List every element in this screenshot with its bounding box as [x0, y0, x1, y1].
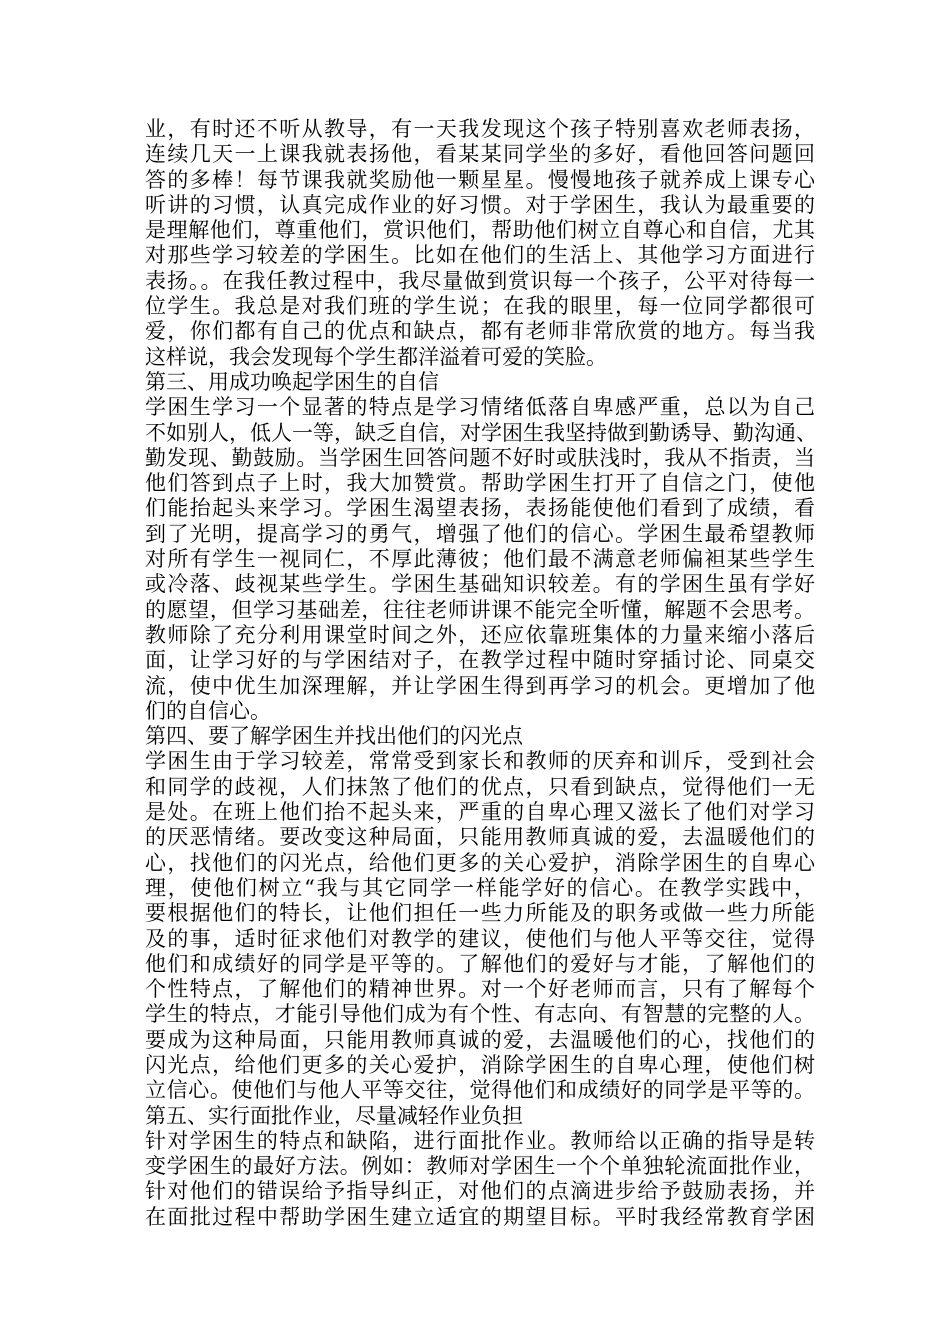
text-line: 他们答到点子上时，我大加赞赏。帮助学困生打开了自信之门，使他: [145, 471, 815, 496]
text-line: 要成为这种局面，只能用教师真诚的爱，去温暖他们的心，找他们的: [145, 1027, 815, 1052]
text-line: 是理解他们，尊重他们，赏识他们，帮助他们树立自尊心和自信，尤其: [145, 218, 815, 243]
text-line: 到了光明，提高学习的勇气，增强了他们的信心。学困生最希望教师: [145, 521, 815, 546]
text-line: 业，有时还不听从教导，有一天我发现这个孩子特别喜欢老师表扬，: [145, 117, 815, 141]
text-line: 不如别人，低人一等，缺乏自信，对学困生我坚持做到勤诱导、勤沟通、: [145, 420, 817, 445]
text-line: 要根据他们的特长，让他们担任一些力所能及的职务或做一些力所能: [145, 901, 815, 926]
text-line: 或冷落、歧视某些学生。学困生基础知识较差。有的学困生虽有学好: [145, 572, 815, 597]
text-line: 针对他们的错误给予指导纠正，对他们的点滴进步给予鼓励表扬，并: [145, 1179, 815, 1204]
text-line: 流，使中优生加深理解，并让学困生得到再学习的机会。更增加了他: [145, 673, 815, 698]
section-heading: 第四、要了解学困生并找出他们的闪光点: [145, 724, 523, 749]
text-line: 学困生由于学习较差，常常受到家长和教师的厌弃和训斥，受到社会: [145, 749, 815, 774]
text-line: 听讲的习惯，认真完成作业的好习惯。对于学困生，我认为最重要的: [145, 192, 815, 217]
document-body: [145, 117, 815, 1230]
text-line: 对所有学生一视同仁，不厚此薄彼；他们最不满意老师偏袒某些学生: [145, 547, 815, 572]
text-line: 针对学困生的特点和缺陷，进行面批作业。教师给以正确的指导是转: [145, 1128, 815, 1153]
text-line: 变学困生的最好方法。例如：教师对学困生一个个单独轮流面批作业，: [145, 1154, 815, 1179]
text-line: 这样说，我会发现每个学生都洋溢着可爱的笑脸。: [145, 344, 607, 369]
text-line: 心，找他们的闪光点，给他们更多的关心爱护，消除学困生的自卑心: [145, 850, 815, 875]
text-line: 连续几天一上课我就表扬他，看某某同学坐的多好，看他回答问题回: [145, 142, 815, 167]
text-line: 们的自信心。: [145, 698, 271, 723]
text-line: 闪光点，给他们更多的关心爱护，消除学困生的自卑心理，使他们树: [145, 1052, 815, 1077]
text-line: 的愿望，但学习基础差，往往老师讲课不能完全听懂，解题不会思考。: [145, 597, 815, 622]
section-heading: 第五、实行面批作业，尽量减轻作业负担: [145, 1103, 523, 1128]
text-line: 及的事，适时征求他们对教学的建议，使他们与他人平等交往，觉得: [145, 926, 815, 951]
text-line: 教师除了充分利用课堂时间之外，还应依靠班集体的力量来缩小落后: [145, 622, 815, 647]
text-line: 理，使他们树立“我与其它同学一样能学好的信心。在教学实践中，: [145, 875, 815, 900]
text-line: 在面批过程中帮助学困生建立适宜的期望目标。平时我经常教育学困: [145, 1204, 815, 1229]
text-line: 爱，你们都有自己的优点和缺点，都有老师非常欣赏的地方。每当我: [145, 319, 815, 344]
text-line: 面，让学习好的与学困结对子，在教学过程中随时穿插讨论、同桌交: [145, 648, 815, 673]
text-line: 是处。在班上他们抬不起头来，严重的自卑心理又滋长了他们对学习: [145, 800, 815, 825]
text-line: 学困生学习一个显著的特点是学习情绪低落自卑感严重，总以为自己: [145, 395, 815, 420]
text-line: 位学生。我总是对我们班的学生说；在我的眼里，每一位同学都很可: [145, 294, 815, 319]
text-line: 立信心。使他们与他人平等交往，觉得他们和成绩好的同学是平等的。: [145, 1078, 815, 1103]
text-line: 表扬。。在我任教过程中，我尽量做到赏识每一个孩子，公平对待每一: [145, 268, 815, 293]
text-line: 勤发现、勤鼓励。当学困生回答问题不好时或肤浅时，我从不指责，当: [145, 445, 815, 470]
text-line: 个性特点，了解他们的精神世界。对一个好老师而言，只有了解每个: [145, 977, 815, 1002]
section-heading: 第三、用成功唤起学困生的自信: [145, 369, 439, 394]
text-line: 们能抬起头来学习。学困生渴望表扬，表扬能使他们看到了成绩，看: [145, 496, 815, 521]
text-line: 学生的特点，才能引导他们成为有个性、有志向、有智慧的完整的人。: [145, 1002, 815, 1027]
text-line: 和同学的歧视，人们抹煞了他们的优点，只看到缺点，觉得他们一无: [145, 774, 815, 799]
text-line: 的厌恶情绪。要改变这种局面，只能用教师真诚的爱，去温暖他们的: [145, 825, 815, 850]
text-line: 答的多棒！每节课我就奖励他一颗星星。慢慢地孩子就养成上课专心: [145, 167, 815, 192]
text-line: 对那些学习较差的学困生。比如在他们的生活上、其他学习方面进行: [145, 243, 815, 268]
text-line: 他们和成绩好的同学是平等的。了解他们的爱好与才能，了解他们的: [145, 951, 815, 976]
